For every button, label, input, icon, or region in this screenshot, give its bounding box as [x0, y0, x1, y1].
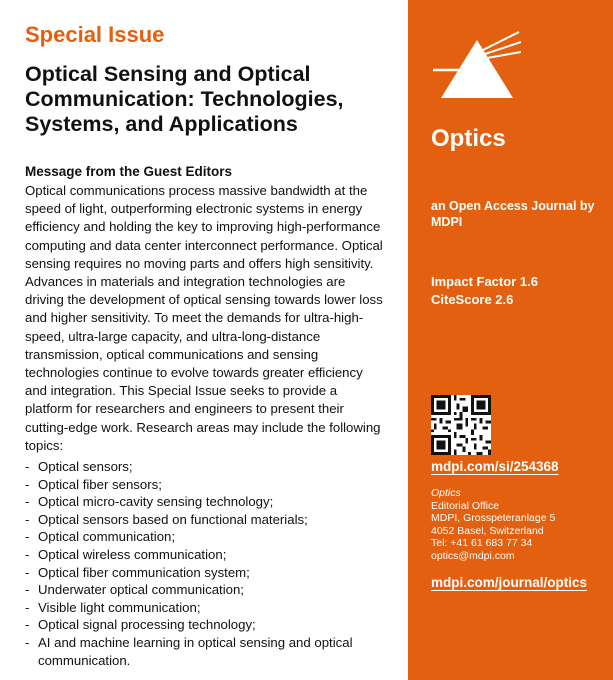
qr-code-icon[interactable] — [431, 395, 491, 455]
journal-name: Optics — [431, 125, 506, 152]
topic-item: - Underwater optical communication; — [25, 581, 400, 599]
topic-item: - Visible light communication; — [25, 599, 400, 617]
office-phone: Tel: +41 61 683 77 34 — [431, 537, 533, 550]
citescore: CiteScore 2.6 — [431, 292, 514, 307]
editorial-office — [431, 487, 606, 563]
journal-panel — [408, 0, 613, 680]
office-line: Editorial Office — [431, 499, 500, 512]
office-line: MDPI, Grosspeteranlage 5 — [431, 512, 556, 525]
topic-item: - Optical sensors based on functional materials; — [25, 511, 400, 529]
journal-link[interactable]: mdpi.com/journal/optics — [431, 575, 588, 590]
office-email[interactable]: optics@mdpi.com — [431, 549, 515, 562]
topic-item: - Optical sensors; — [25, 458, 400, 476]
open-access-note: an Open Access Journal by MDPI — [431, 199, 595, 229]
topic-item: - AI and machine learning in optical sensing and optical communication. — [25, 634, 400, 669]
topics-list — [25, 458, 400, 669]
message-heading: Message from the Guest Editors — [25, 164, 233, 179]
office-line: 4052 Basel, Switzerland — [431, 524, 544, 537]
topic-item: - Optical signal processing technology; — [25, 616, 400, 634]
topic-item: - Optical wireless communication; — [25, 546, 400, 564]
topic-item: - Optical fiber sensors; — [25, 476, 400, 494]
topic-item: - Optical micro-cavity sensing technology; — [25, 493, 400, 511]
message-body: Optical communications process massive bandwidth at the speed of light, outperforming electronic systems in energy efficiency and holding the key to improving high-performance computing and data center interconnect performance. Optical sensing requires no moving parts and offers high sensitivity. Advances in materials and integration technologies are driving the development of optical sensing towards lower loss and higher sensitivity. To meet the demands for ultra-high-speed, ultra-large capacity, and ultra-long-distance transmission, optical communications and sensing technologies continue to evolve towards greater efficiency and integration. This Special Issue seeks to provide a platform for researchers and engineers to present their cutting-edge work. Research areas may include the following topics: — [25, 183, 383, 453]
office-journal: Optics — [431, 487, 461, 499]
issue-title: Optical Sensing and Optical Communication: Technologies, Systems, and Applications — [25, 62, 344, 136]
topic-item: - Optical communication; — [25, 528, 400, 546]
special-issue-label: Special Issue — [25, 22, 165, 47]
special-issue-link[interactable]: mdpi.com/si/254368 — [431, 459, 559, 474]
prism-icon — [433, 30, 521, 102]
impact-factor: Impact Factor 1.6 — [431, 274, 538, 289]
topic-item: - Optical fiber communication system; — [25, 564, 400, 582]
journal-metrics — [431, 273, 538, 309]
